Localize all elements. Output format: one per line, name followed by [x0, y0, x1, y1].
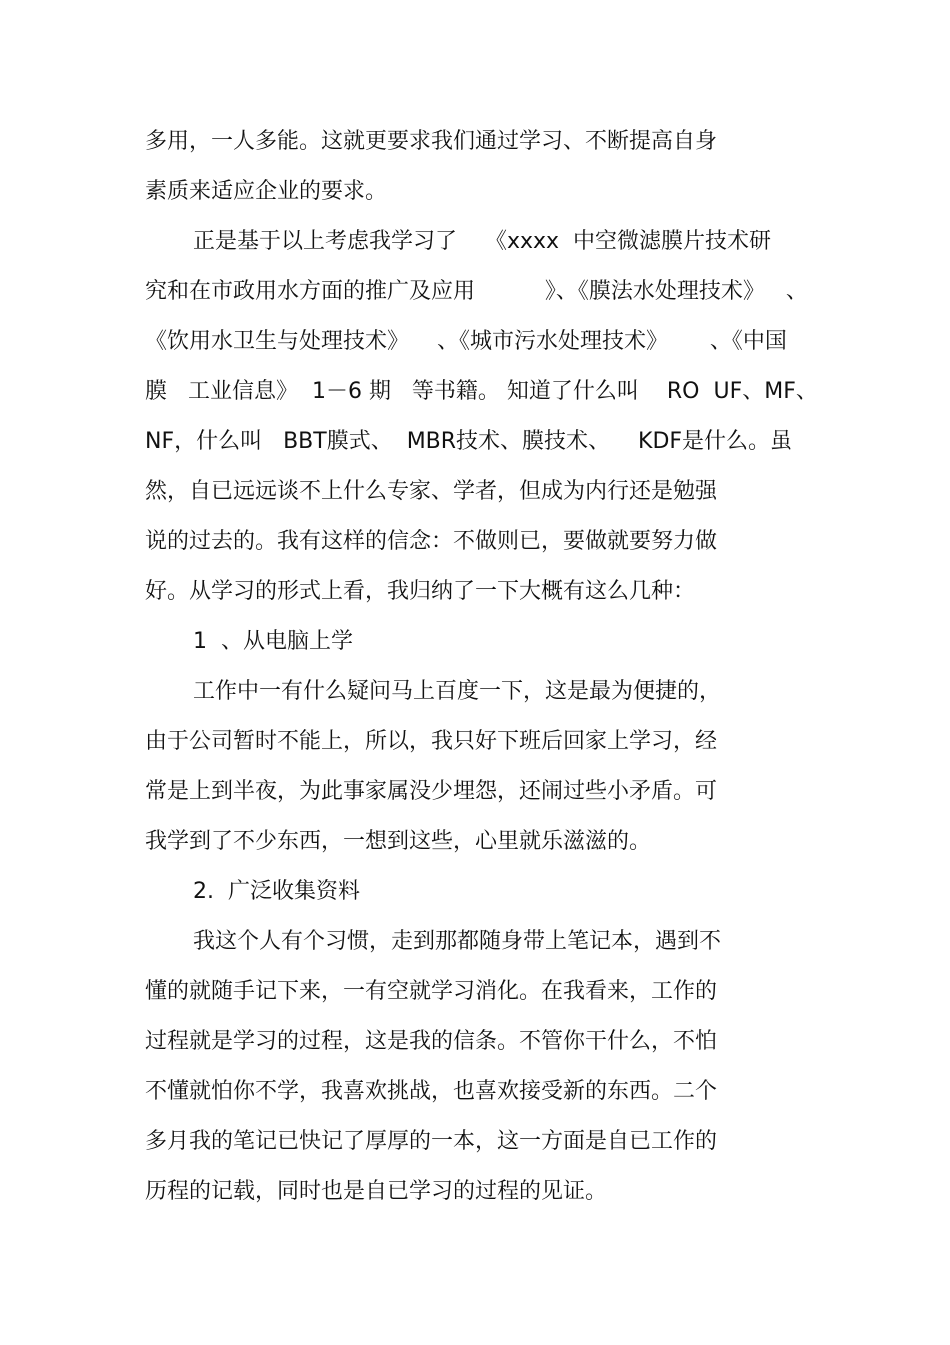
text-line: 工作中一有什么疑问马上百度一下，这是最为便捷的，	[193, 679, 722, 704]
text-line: 我学到了不少东西，一想到这些，心里就乐滋滋的。	[145, 829, 652, 854]
text-line: 懂的就随手记下来，一有空就学习消化。在我看来，工作的	[145, 979, 718, 1004]
text-line: 由于公司暂时不能上，所以，我只好下班后回家上学习，经	[145, 729, 718, 754]
text-line: 膜 工业信息》 1－6 期 等书籍。 知道了什么叫 RO UF、MF、	[145, 379, 818, 404]
text-line: NF，什么叫 BBT膜式、 MBR技术、膜技术、 KDF是什么。虽	[145, 429, 793, 454]
text-line: 究和在市政用水方面的推广及应用 》、《膜法水处理技术》 、	[145, 279, 808, 304]
text-line: 《饮用水卫生与处理技术》 、《城市污水处理技术》 、《中国	[145, 329, 787, 354]
text-line: 常是上到半夜，为此事家属没少埋怨，还闹过些小矛盾。可	[145, 779, 718, 804]
text-line: 正是基于以上考虑我学习了 《xxxx 中空微滤膜片技术研	[193, 229, 772, 254]
text-line: 说的过去的。我有这样的信念：不做则已，要做就要努力做	[145, 529, 718, 554]
text-line: 我这个人有个习惯，走到那都随身带上笔记本，遇到不	[193, 929, 722, 954]
list-heading: 1 、从电脑上学	[193, 629, 353, 654]
text-line: 历程的记载，同时也是自已学习的过程的见证。	[145, 1179, 608, 1204]
list-heading: 2. 广泛收集资料	[193, 879, 360, 904]
text-line: 多月我的笔记已快记了厚厚的一本，这一方面是自已工作的	[145, 1129, 718, 1154]
text-line: 素质来适应企业的要求。	[145, 179, 388, 204]
text-line: 然，自已远远谈不上什么专家、学者，但成为内行还是勉强	[145, 479, 718, 504]
text-line: 好。从学习的形式上看，我归纳了一下大概有这么几种：	[145, 579, 696, 604]
text-line: 过程就是学习的过程，这是我的信条。不管你干什么，不怕	[145, 1029, 718, 1054]
text-line: 不懂就怕你不学，我喜欢挑战，也喜欢接受新的东西。二个	[145, 1079, 718, 1104]
text-line: 多用，一人多能。这就更要求我们通过学习、不断提高自身	[145, 129, 718, 154]
